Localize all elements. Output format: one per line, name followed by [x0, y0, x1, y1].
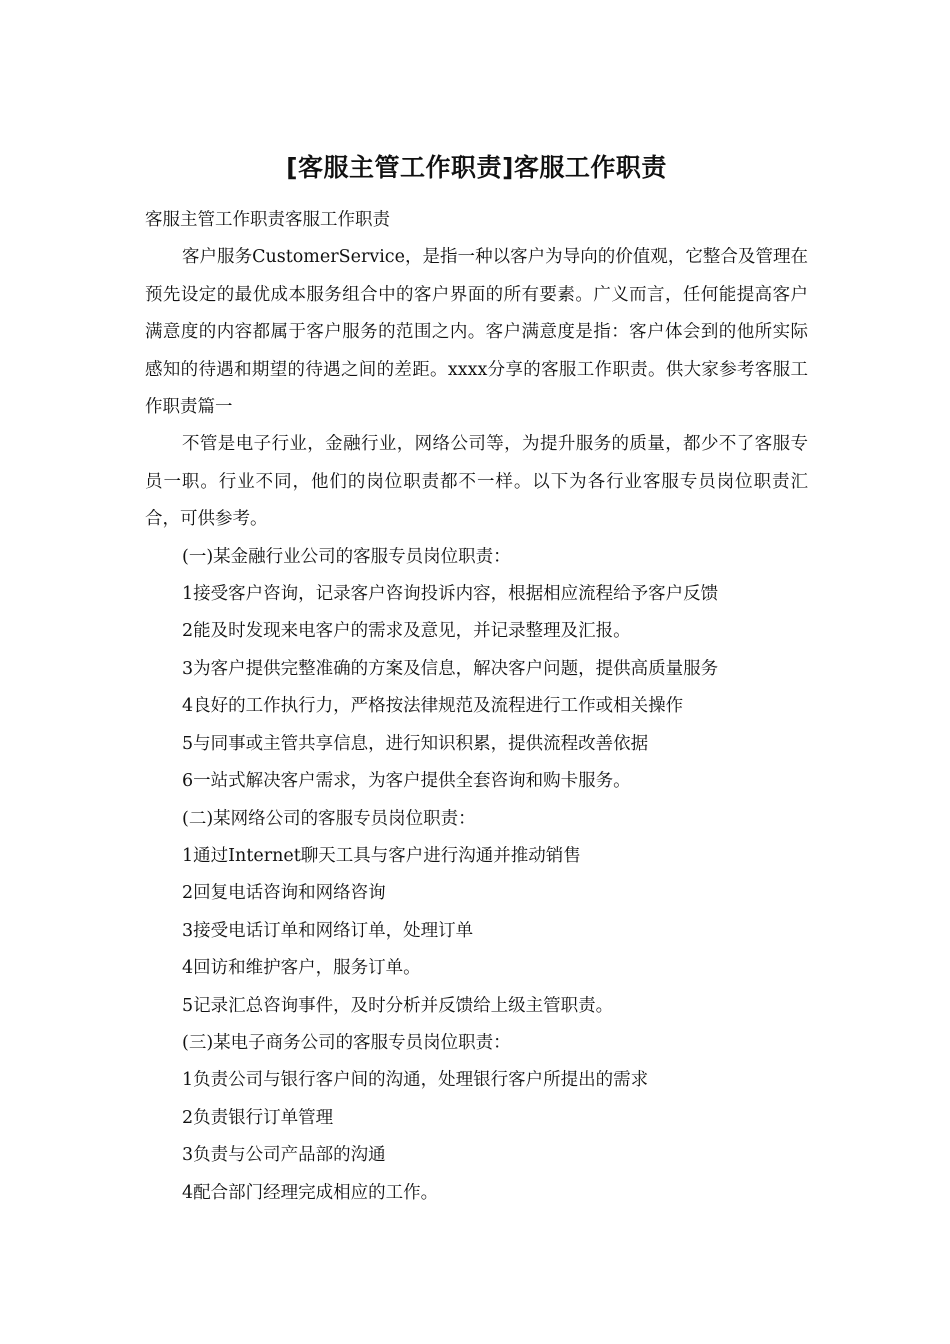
list-item: 6一站式解决客户需求，为客户提供全套咨询和购卡服务。 [182, 771, 631, 792]
list-item: 5与同事或主管共享信息，进行知识积累，提供流程改善依据 [182, 733, 649, 754]
list-item: 5记录汇总咨询事件，及时分析并反馈给上级主管职责。 [182, 995, 614, 1016]
document-subtitle: 客服主管工作职责客服工作职责 [145, 210, 390, 230]
list-item: 4配合部门经理完成相应的工作。 [182, 1182, 439, 1203]
list-item: 1通过Internet聊天工具与客户进行沟通并推动销售 [182, 845, 581, 866]
list-item: 1负责公司与银行客户间的沟通，处理银行客户所提出的需求 [182, 1070, 649, 1091]
list-item: 2能及时发现来电客户的需求及意见，并记录整理及汇报。 [182, 621, 631, 642]
list-item: 4回访和维护客户，服务订单。 [182, 958, 421, 979]
section-heading-finance: (一)某金融行业公司的客服专员岗位职责： [182, 546, 511, 567]
list-item: 1接受客户咨询，记录客户咨询投诉内容，根据相应流程给予客户反馈 [182, 584, 719, 605]
list-item: 4良好的工作执行力，严格按法律规范及流程进行工作或相关操作 [182, 696, 684, 717]
page-title: [客服主管工作职责]客服工作职责 [286, 153, 667, 182]
section-heading-ecommerce: (三)某电子商务公司的客服专员岗位职责： [182, 1032, 511, 1053]
list-item: 2负责银行订单管理 [182, 1107, 334, 1128]
list-item: 2回复电话咨询和网络咨询 [182, 883, 386, 904]
overview-paragraph: 不管是电子行业，金融行业，网络公司等，为提升服务的质量，都少不了客服专员一职。行业不同，他们的岗位职责都不一样。以下为各行业客服专员岗位职责汇合，可供参考。 [145, 434, 808, 530]
list-item: 3负责与公司产品部的沟通 [182, 1145, 386, 1166]
section-heading-network: (二)某网络公司的客服专员岗位职责： [182, 808, 476, 829]
list-item: 3接受电话订单和网络订单，处理订单 [182, 920, 474, 941]
list-item: 3为客户提供完整准确的方案及信息，解决客户问题，提供高质量服务 [182, 658, 719, 679]
intro-paragraph: 客户服务CustomerService，是指一种以客户为导向的价值观，它整合及管理在预先设定的最优成本服务组合中的客户界面的所有要素。广义而言，任何能提高客户满意度的内容都属于客户服务的范围之内。客户满意度是指：客户体会到的他所实际感知的待遇和期望的待遇之间的差距。xxxx分享的客服工作职责。供大家参考客服工作职责篇一 [145, 247, 808, 418]
